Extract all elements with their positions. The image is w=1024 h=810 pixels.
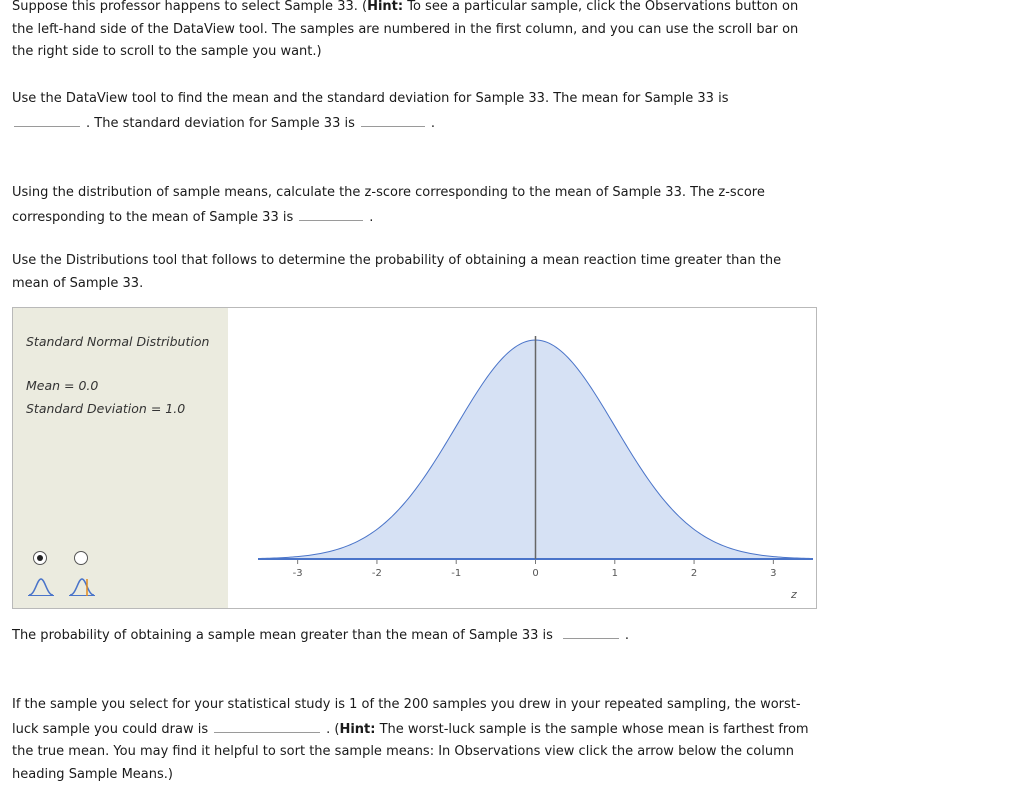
tick-label: -2: [371, 568, 382, 579]
p6-text-a: If the sample you select for your statistical study is 1 of the 200 samples you drew in your repeated sampling, the worst-luck sample you could draw is: [12, 697, 801, 737]
p6-text-b: . (: [326, 721, 340, 737]
distribution-control-panel: [13, 308, 228, 608]
tick-label: 2: [690, 568, 698, 579]
tail-mode-radio[interactable]: [74, 551, 88, 565]
hint-label: Hint:: [367, 0, 404, 14]
normal-mode-radio[interactable]: [33, 551, 47, 565]
x-axis-label: z: [791, 588, 797, 601]
mean-sd-question: [12, 88, 822, 135]
worst-luck-question: [12, 694, 822, 786]
distribution-title: Standard Normal Distribution: [26, 334, 210, 349]
distribution-instructions: [12, 250, 822, 295]
zscore-question: [12, 182, 822, 229]
probability-question: [12, 623, 822, 648]
mean-answer-input[interactable]: [14, 111, 80, 127]
p4-text: Use the Distributions tool that follows to determine the probability of obtaining a mean reaction time greater than the mean of Sample 33.: [12, 253, 782, 291]
x-axis-ticks: [293, 560, 777, 579]
p1-text-b: To see a particular sample, click the Observations button on the left-hand side of the DataView tool. The samples are numbered in the first column, and you can use the scroll bar on the right side to scroll to the sample you want.): [12, 0, 799, 59]
instructions-paragraph: [12, 0, 822, 64]
hint-label-2: Hint:: [339, 721, 376, 737]
p3-text-b: .: [369, 209, 374, 225]
worst-luck-answer-input[interactable]: [214, 717, 320, 733]
mean-label: Mean = 0.0: [26, 378, 99, 393]
p2-text-b: . The standard deviation for Sample 33 is: [86, 115, 355, 131]
zscore-answer-input[interactable]: [299, 205, 363, 221]
normal-distribution-plot[interactable]: [228, 308, 816, 608]
tick-label: -1: [451, 568, 462, 579]
sd-label: Standard Deviation = 1.0: [26, 401, 186, 416]
probability-answer-input[interactable]: [563, 623, 619, 639]
p5-text-b: .: [624, 628, 630, 643]
p5-text-a: The probability of obtaining a sample mean greater than the mean of Sample 33 is: [12, 628, 553, 643]
sd-answer-input[interactable]: [361, 111, 425, 127]
p3-text-a: Using the distribution of sample means, calculate the z-score corresponding to the mean of Sample 33. The z-score corresponding to the mean of Sample 33 is: [12, 185, 765, 225]
tick-label: 1: [611, 568, 618, 579]
tick-label: 0: [532, 568, 539, 579]
tick-label: 3: [770, 568, 777, 579]
normal-curve-tail-icon[interactable]: [68, 575, 96, 597]
tick-label: -3: [292, 568, 303, 579]
p2-text-c: .: [430, 115, 436, 131]
normal-curve-icon[interactable]: [27, 575, 55, 597]
distributions-tool: [12, 307, 817, 609]
p2-text-a: Use the DataView tool to find the mean and the standard deviation for Sample 33. The mean for Sample 33 is: [12, 91, 729, 106]
p6-text-c: The worst-luck sample is the sample whose mean is farthest from the true mean. You may find it helpful to sort the sample means: In Observations view click the arrow below the column heading Sample Means.): [12, 721, 809, 782]
p1-text-a: Suppose this professor happens to select Sample 33. (: [12, 0, 368, 14]
